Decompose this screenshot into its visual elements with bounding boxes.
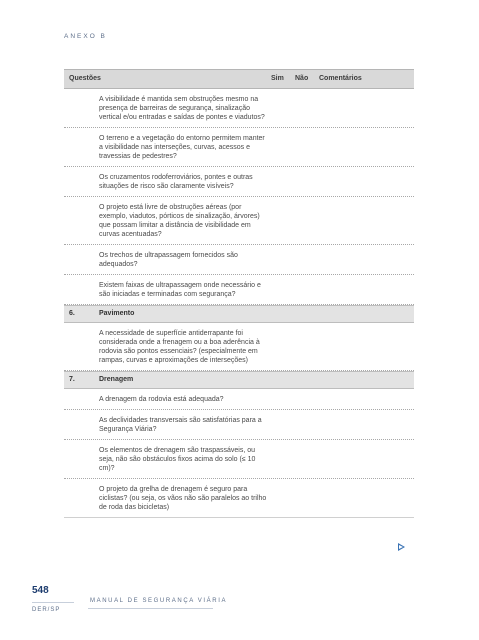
- column-yes: Sim: [271, 75, 284, 82]
- section-header-drenagem: [64, 371, 414, 389]
- question-text: Existem faixas de ultrapassagem onde necessário e são iniciadas e terminadas com segurança?: [99, 282, 261, 298]
- footer-divider-left: [32, 602, 74, 603]
- section-header-pavimento: [64, 305, 414, 323]
- table-row: [64, 245, 414, 275]
- column-questions: Questões: [69, 75, 101, 82]
- question-text: As declividades transversais são satisfatórias para a Segurança Viária?: [99, 417, 262, 433]
- question-text: Os cruzamentos rodoferroviários, pontes e outras situações de risco são claramente visíveis?: [99, 174, 253, 190]
- table-row: [64, 275, 414, 305]
- question-text: O terreno e a vegetação do entorno permitem manter a visibilidade nas interseções, curvas, acessos e travessias de pedestres?: [99, 135, 265, 160]
- question-text: O projeto da grelha de drenagem é seguro para ciclistas? (ou seja, os vãos não são paralelos ao trilho de roda das bicicletas): [99, 486, 267, 511]
- footer-divider: [88, 608, 213, 609]
- column-no: Não: [295, 75, 309, 82]
- section-title: Pavimento: [99, 310, 135, 317]
- question-text: Os elementos de drenagem são traspassáveis, ou seja, não são obstáculos fixos acima do solo (≤ 10 cm)?: [99, 447, 256, 472]
- table-row: [64, 323, 414, 371]
- checklist-table: [64, 69, 414, 518]
- page-number: 548: [32, 585, 49, 596]
- header-label: ANEXO B: [64, 33, 107, 40]
- question-text: A necessidade de superfície antiderrapante foi considerada onde a frenagem ou a boa aderência à rodovia são pontos essenciais? (especialmente em rampas, curvas e aproximações de interseções): [99, 330, 260, 364]
- section-title: Drenagem: [99, 376, 134, 383]
- table-row: [64, 128, 414, 167]
- table-header: [64, 69, 414, 89]
- section-number: 7.: [69, 376, 75, 383]
- question-text: Os trechos de ultrapassagem fornecidos são adequados?: [99, 252, 238, 268]
- table-row: [64, 389, 414, 410]
- footer-title: MANUAL DE SEGURANÇA VIÁRIA: [90, 598, 228, 604]
- table-row: [64, 479, 414, 518]
- table-row: [64, 440, 414, 479]
- table-row: [64, 410, 414, 440]
- org-label: DER/SP: [32, 607, 61, 613]
- column-comments: Comentários: [319, 75, 362, 82]
- play-arrow-icon[interactable]: [398, 543, 405, 551]
- table-row: [64, 167, 414, 197]
- section-number: 6.: [69, 310, 75, 317]
- table-row: [64, 89, 414, 128]
- question-text: A drenagem da rodovia está adequada?: [99, 396, 224, 403]
- question-text: A visibilidade é mantida sem obstruções mesmo na presença de barreiras de segurança, sinalização vertical e/ou entradas e saídas de pontes e viadutos?: [99, 96, 265, 121]
- question-text: O projeto está livre de obstruções aéreas (por exemplo, viadutos, pórticos de sinalização, árvores) que possam limitar a distância de visibilidade em curvas acentuadas?: [99, 204, 260, 238]
- table-row: [64, 197, 414, 245]
